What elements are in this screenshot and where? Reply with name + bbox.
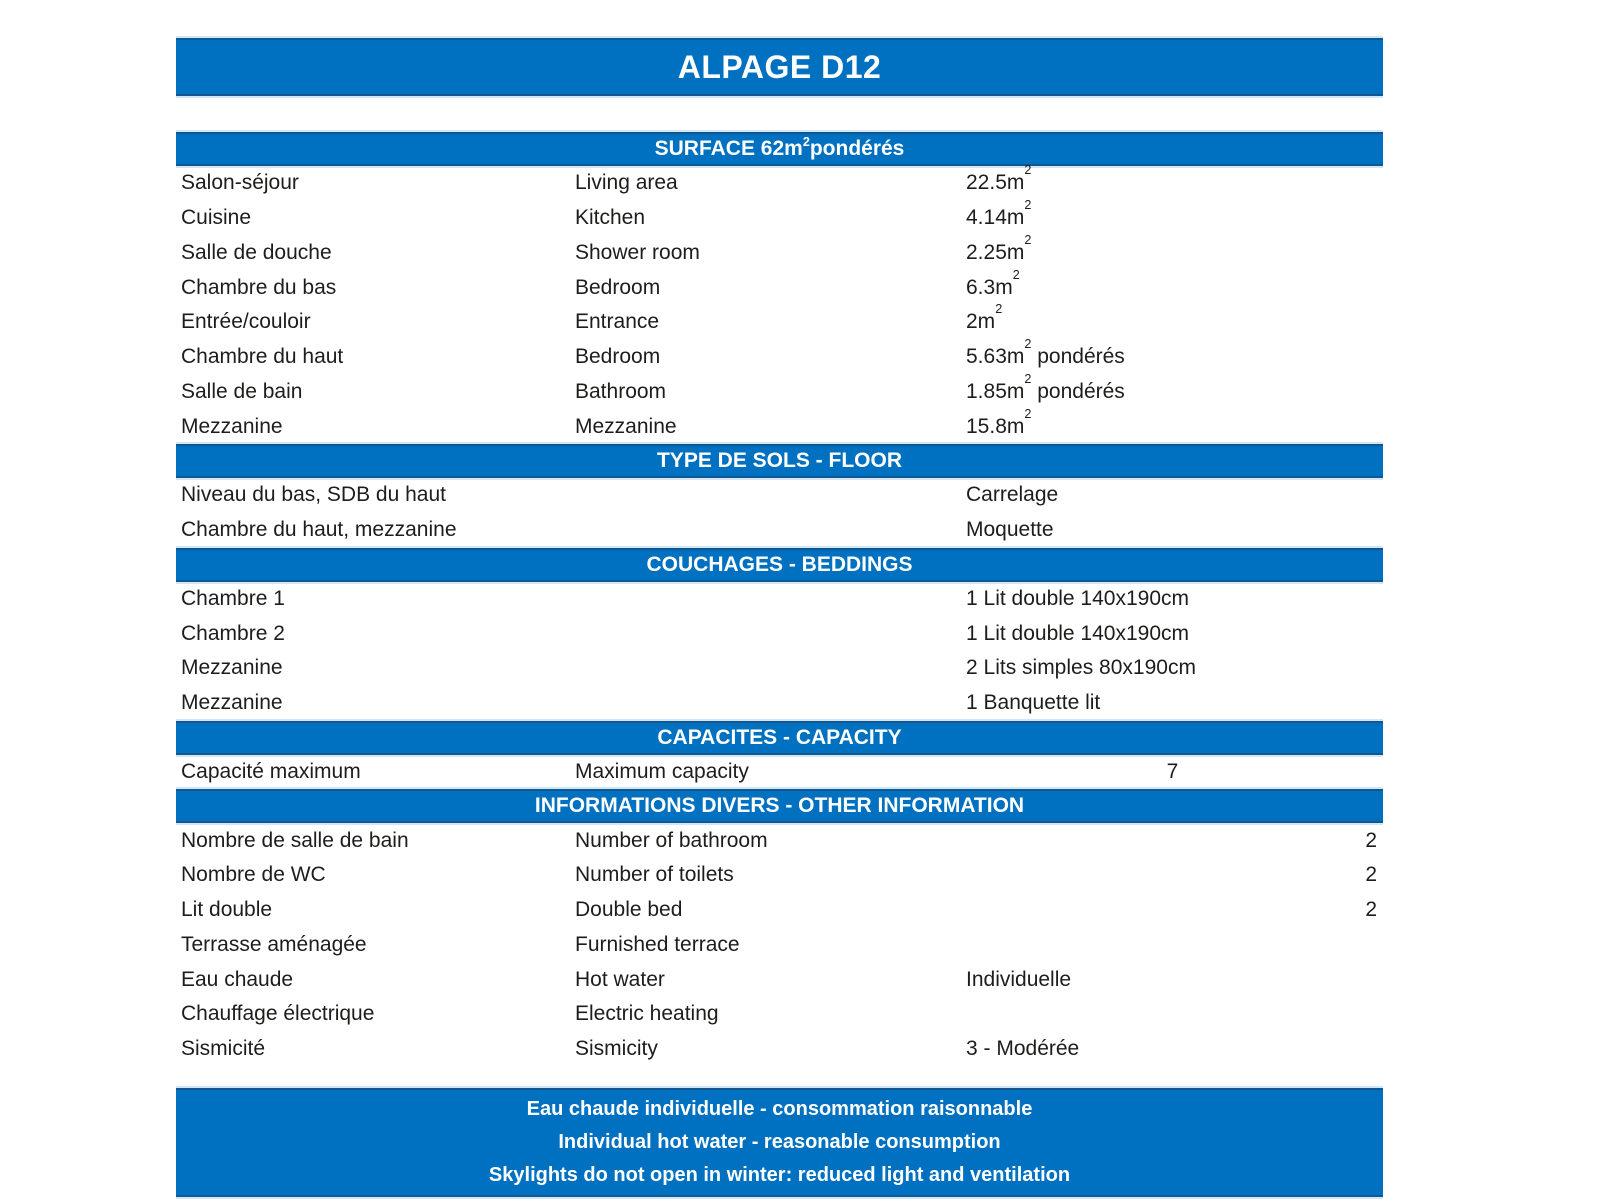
table-row bbox=[176, 686, 1383, 721]
value-text: 15.8m bbox=[966, 414, 1025, 438]
label-fr: Chambre 2 bbox=[181, 621, 285, 645]
table-row bbox=[176, 198, 1383, 236]
value-text: 1.85m bbox=[966, 379, 1025, 403]
label-fr: Capacité maximum bbox=[181, 759, 361, 783]
footer-note-line: Individual hot water - reasonable consumption bbox=[558, 1130, 1001, 1153]
section-header-floors: TYPE DE SOLS - FLOOR bbox=[176, 444, 1383, 478]
value-text: 4.14m bbox=[966, 206, 1025, 230]
label-fr: Cuisine bbox=[181, 206, 252, 230]
value-cell bbox=[962, 371, 1383, 404]
value-text: 2.25m bbox=[966, 240, 1025, 264]
table-row bbox=[176, 163, 1383, 201]
label-en: Living area bbox=[575, 171, 678, 195]
info-sheet bbox=[176, 38, 1383, 1197]
value-cell bbox=[962, 163, 1383, 195]
value-cell: Moquette bbox=[966, 518, 1054, 542]
value-cell: 2 bbox=[1365, 863, 1377, 887]
label-fr: Mezzanine bbox=[181, 691, 283, 715]
value-cell: Individuelle bbox=[966, 967, 1072, 991]
table-row bbox=[176, 582, 1383, 617]
section-header-other: INFORMATIONS DIVERS - OTHER INFORMATION bbox=[176, 789, 1383, 823]
label-en: Bathroom bbox=[575, 379, 667, 403]
label-en: Electric heating bbox=[575, 1002, 719, 1026]
footer-notes bbox=[176, 1088, 1383, 1197]
label-fr: Entrée/couloir bbox=[181, 310, 311, 334]
label-en: Hot water bbox=[575, 967, 665, 991]
section-header-capacity: CAPACITES - CAPACITY bbox=[176, 721, 1383, 755]
value-suffix: pondérés bbox=[1031, 379, 1125, 403]
label-fr: Sismicité bbox=[181, 1037, 266, 1061]
value-text: 22.5m bbox=[966, 171, 1025, 195]
spacer bbox=[176, 96, 1383, 132]
section-header-surface-suffix: pondérés bbox=[809, 137, 905, 160]
label-fr: Terrasse aménagée bbox=[181, 932, 367, 956]
table-row bbox=[176, 616, 1383, 651]
section-header-surface: SURFACE 62m $^2$ pondérés bbox=[176, 132, 1383, 166]
value-cell: Carrelage bbox=[966, 483, 1059, 507]
value-superscript: 2 bbox=[1024, 371, 1032, 386]
value-cell: 2 bbox=[1365, 828, 1377, 852]
label-en: Bedroom bbox=[575, 275, 661, 299]
label-en: Bedroom bbox=[575, 345, 661, 369]
label-fr: Salle de douche bbox=[181, 240, 332, 264]
label-fr: Chambre du haut, mezzanine bbox=[181, 518, 457, 542]
label-fr: Chambre du bas bbox=[181, 275, 337, 299]
label-fr: Chambre du haut bbox=[181, 345, 344, 369]
label-en: Number of toilets bbox=[575, 863, 734, 887]
table-row bbox=[176, 232, 1383, 271]
label-fr: Lit double bbox=[181, 898, 273, 922]
value-suffix: pondérés bbox=[1031, 345, 1125, 369]
footer-note-line: Skylights do not open in winter: reduced light and ventilation bbox=[488, 1163, 1071, 1186]
spacer bbox=[176, 1067, 1383, 1088]
value-text: 2m bbox=[966, 310, 996, 334]
label-en: Shower room bbox=[575, 240, 700, 264]
section-header-beddings: COUCHAGES - BEDDINGS bbox=[176, 548, 1383, 582]
section-header-surface-text: SURFACE 62m bbox=[654, 137, 803, 160]
label-en: Entrance bbox=[575, 310, 660, 334]
value-superscript: 2 bbox=[995, 302, 1003, 317]
table-row bbox=[176, 302, 1383, 340]
table-row bbox=[176, 1032, 1383, 1067]
table-row bbox=[176, 478, 1383, 513]
table-row bbox=[176, 755, 1383, 790]
value-cell: 1 Lit double 140x190cm bbox=[966, 586, 1189, 610]
page-title: ALPAGE D12 bbox=[176, 38, 1383, 96]
label-en: Maximum capacity bbox=[575, 759, 749, 783]
table-row bbox=[176, 371, 1383, 410]
value-cell: 1 Lit double 140x190cm bbox=[966, 621, 1189, 645]
table-row bbox=[176, 962, 1383, 997]
value-superscript: 2 bbox=[1012, 267, 1020, 282]
table-row bbox=[176, 513, 1383, 548]
label-en: Furnished terrace bbox=[575, 932, 740, 956]
table-row bbox=[176, 928, 1383, 963]
label-fr: Niveau du bas, SDB du haut bbox=[181, 483, 447, 507]
table-row bbox=[176, 406, 1383, 444]
value-superscript: 2 bbox=[1024, 163, 1032, 178]
table-row bbox=[176, 267, 1383, 305]
value-cell bbox=[962, 406, 1383, 439]
label-fr: Salon-séjour bbox=[181, 171, 299, 195]
label-fr: Salle de bain bbox=[181, 379, 303, 403]
label-fr: Nombre de salle de bain bbox=[181, 828, 409, 852]
table-row bbox=[176, 893, 1383, 928]
table-row bbox=[176, 823, 1383, 858]
value-cell: 2 bbox=[1365, 898, 1377, 922]
value-superscript: 2 bbox=[1024, 232, 1032, 247]
label-en: Number of bathroom bbox=[575, 828, 768, 852]
label-en: Sismicity bbox=[575, 1037, 658, 1061]
label-fr: Mezzanine bbox=[181, 414, 283, 438]
value-cell bbox=[962, 198, 1383, 230]
label-fr: Chambre 1 bbox=[181, 586, 285, 610]
value-cell bbox=[962, 232, 1383, 265]
table-row bbox=[176, 337, 1383, 375]
label-fr: Nombre de WC bbox=[181, 863, 326, 887]
label-en: Double bed bbox=[575, 898, 683, 922]
value-cell bbox=[962, 267, 1383, 300]
label-fr: Chauffage électrique bbox=[181, 1002, 375, 1026]
value-cell: 3 - Modérée bbox=[966, 1037, 1080, 1061]
value-cell bbox=[962, 302, 1383, 334]
value-text: 6.3m bbox=[966, 275, 1013, 299]
label-en: Mezzanine bbox=[575, 414, 677, 438]
value-cell: 2 Lits simples 80x190cm bbox=[966, 656, 1196, 680]
value-superscript: 2 bbox=[1024, 337, 1032, 352]
value-superscript: 2 bbox=[1024, 198, 1032, 213]
value-cell: 1 Banquette lit bbox=[966, 691, 1101, 715]
table-row bbox=[176, 997, 1383, 1032]
label-fr: Eau chaude bbox=[181, 967, 294, 991]
table-row bbox=[176, 651, 1383, 686]
value-cell bbox=[962, 337, 1383, 369]
value-cell: 7 bbox=[1166, 759, 1179, 783]
value-superscript: 2 bbox=[1024, 406, 1032, 421]
footer-note-line: Eau chaude individuelle - consommation raisonnable bbox=[526, 1097, 1033, 1120]
value-text: 5.63m bbox=[966, 345, 1025, 369]
table-row bbox=[176, 858, 1383, 893]
label-en: Kitchen bbox=[575, 206, 646, 230]
label-fr: Mezzanine bbox=[181, 656, 283, 680]
